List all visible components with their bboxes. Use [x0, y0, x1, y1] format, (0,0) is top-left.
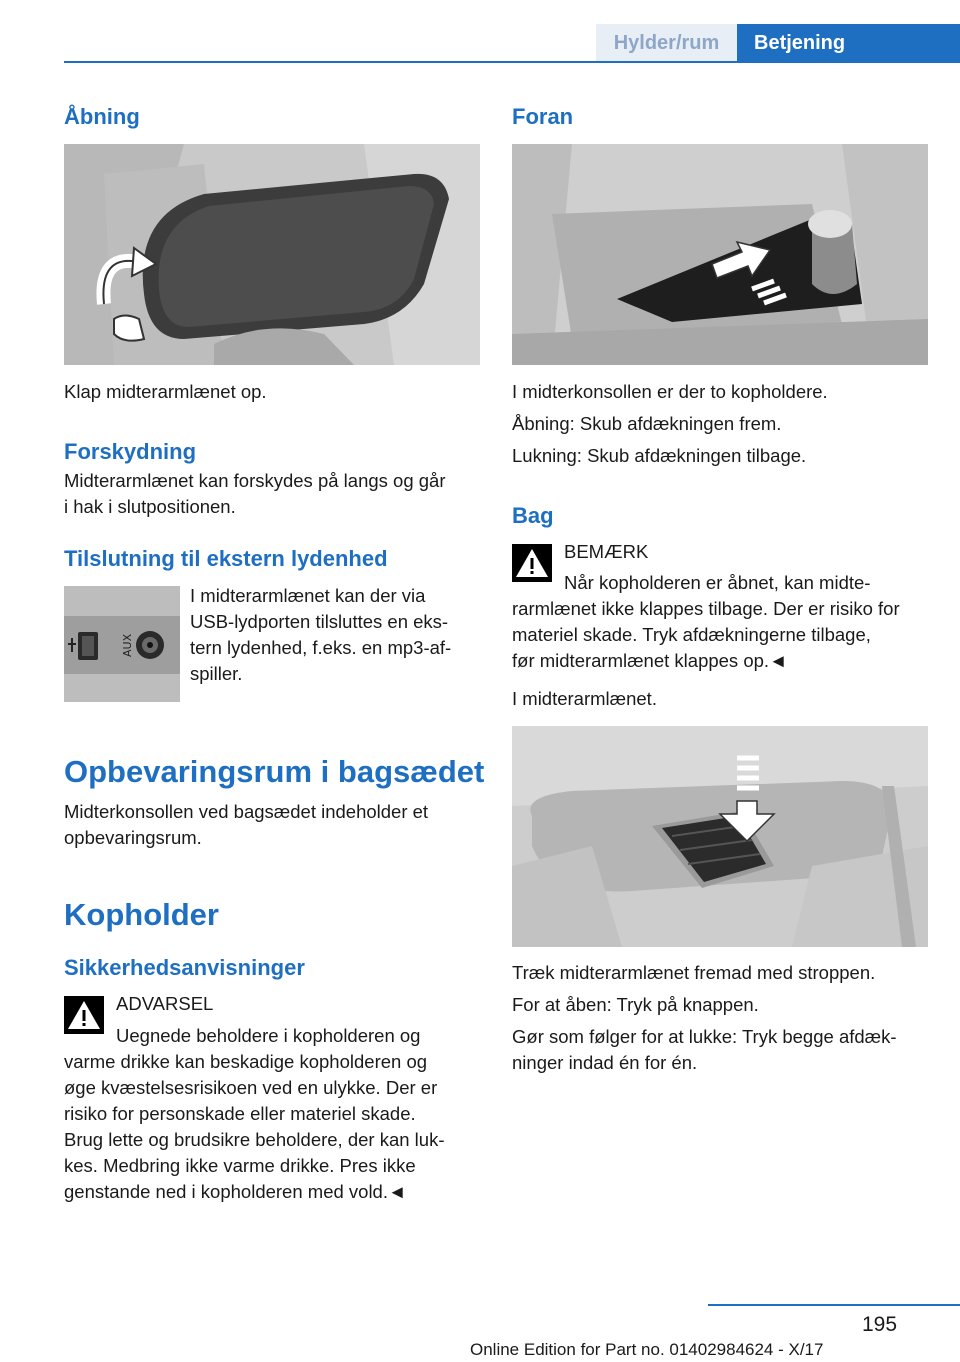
warning-title: ADVARSEL	[116, 993, 214, 1014]
armrest-opening-illustration	[64, 144, 480, 365]
heading-shift: Forskydning	[64, 439, 197, 464]
header-tab-chapter[interactable]: Betjening	[737, 24, 960, 62]
paragraph-storage: Midterkonsollen ved bagsædet indeholder et opbevaringsrum.	[64, 801, 429, 848]
notice-body: rarmlænet ikke klappes tilbage. Der er risiko for materiel skade. Tryk afdækningerne tilbage, før midterarmlænet klappes op.◄	[512, 598, 900, 671]
svg-text:AUX: AUX	[121, 633, 134, 657]
paragraph-connect: I midterarmlænet kan der via USB-lydporten tilsluttes en eks- tern lydenhed, f.eks. en mp3-af- spiller.	[190, 585, 452, 684]
front-cupholder-illustration	[512, 144, 928, 365]
paragraph-rear-intro: I midterarmlænet.	[512, 688, 657, 709]
heading-opening: Åbning	[64, 104, 140, 129]
heading-front: Foran	[512, 104, 574, 129]
paragraph-front: I midterkonsollen er der to kopholdere. Åbning: Skub afdækningen frem. Lukning: Skub afdækningen tilbage.	[512, 381, 828, 466]
notice-first-line: Når kopholderen er åbnet, kan midte-	[564, 572, 871, 593]
header-tab-section[interactable]: Hylder/rum	[596, 24, 737, 62]
notice-triangle-icon	[512, 544, 552, 587]
rear-cupholder-illustration	[512, 726, 928, 947]
footer-rule	[708, 1304, 960, 1306]
paragraph-shift: Midterarmlænet kan forskydes på langs og går i hak i slutpositionen.	[64, 470, 446, 517]
page-number: 195	[862, 1313, 898, 1336]
caption-opening: Klap midterarmlænet op.	[64, 381, 267, 402]
warning-body: varme drikke kan beskadige kopholderen og øge kvæstelsesrisikoen ved en ulykke. Der er risiko for personskade eller materiel skade. Brug lette og brudsikre beholdere, der kan luk- kes. Medbring ikke varme drikke. Pres ikke genstande ned i kopholderen med vold.◄	[64, 1051, 445, 1202]
paragraph-rear: Træk midterarmlænet fremad med stroppen. For at åben: Tryk på knappen. Gør som følger for at lukke: Tryk begge afdæk- ninger indad én for én.	[512, 962, 897, 1073]
usb-aux-illustration	[64, 586, 180, 702]
notice-title: BEMÆRK	[564, 541, 649, 562]
heading-rear: Bag	[512, 503, 554, 528]
warning-triangle-icon	[64, 996, 104, 1039]
heading-cupholder: Kopholder	[64, 897, 219, 932]
heading-storage: Opbevaringsrum i bagsædet	[64, 754, 485, 789]
header-rule	[64, 61, 960, 63]
footer-edition: Online Edition for Part no. 01402984624 - X/17	[470, 1340, 824, 1359]
heading-connect: Tilslutning til ekstern lydenhed	[64, 546, 388, 571]
warning-first-line: Uegnede beholdere i kopholderen og	[116, 1025, 421, 1046]
heading-safety: Sikkerhedsanvisninger	[64, 955, 305, 980]
